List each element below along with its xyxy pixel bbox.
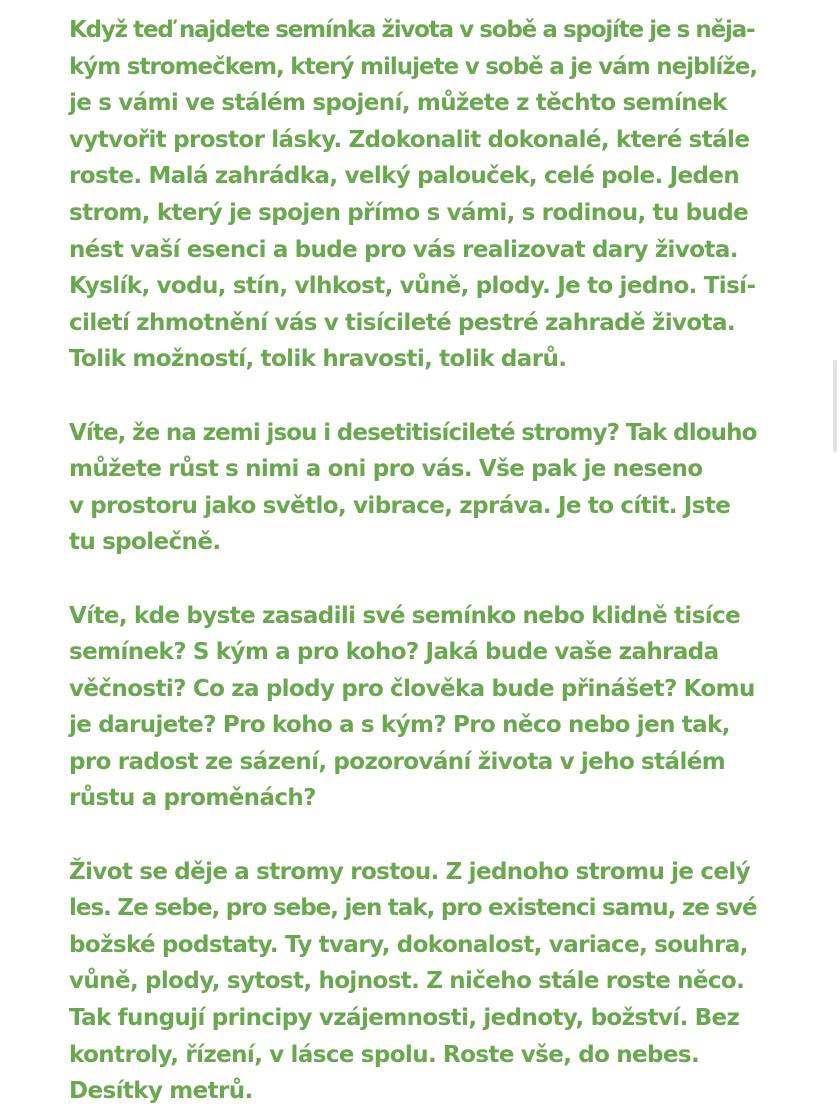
paragraph	[69, 598, 759, 818]
text-line: ciletí zhmotnění vás v tisícileté pestré zahradě života.	[69, 309, 736, 336]
text-line: Když teď najdete semínka života v sobě a spojíte je s něja-	[69, 17, 755, 43]
text-line: tu společně.	[69, 529, 221, 556]
text-line: strom, který je spojen přímo s vámi, s rodinou, tu bude	[69, 199, 749, 226]
text-line: roste. Malá zahrádka, velký palouček, celé pole. Jeden	[69, 163, 740, 190]
article-text	[69, 12, 759, 1110]
scrollbar[interactable]	[833, 360, 837, 452]
text-line: můžete růst s nimi a oni pro vás. Vše pak je neseno	[69, 456, 703, 483]
text-line: kontroly, řízení, v lásce spolu. Roste vše, do nebes.	[69, 1041, 700, 1068]
paragraph	[69, 12, 759, 378]
text-line: Život se děje a stromy rostou. Z jednoho stromu je celý	[69, 858, 751, 885]
text-line: je darujete? Pro koho a s kým? Pro něco nebo jen tak,	[69, 712, 730, 739]
text-line: růstu a proměnách?	[69, 785, 316, 812]
text-line: Desítky metrů.	[69, 1078, 253, 1105]
text-line: vytvořit prostor lásky. Zdokonalit dokonalé, které stále	[69, 126, 750, 153]
text-line: v prostoru jako světlo, vibrace, zpráva. Je to cítit. Jste	[69, 492, 731, 519]
paragraph	[69, 854, 759, 1110]
text-line: semínek? S kým a pro koho? Jaká bude vaše zahrada	[69, 639, 719, 666]
text-line: kým stromečkem, který milujete v sobě a je vám nejblíže,	[69, 53, 758, 80]
text-line: božské podstaty. Ty tvary, dokonalost, variace, souhra,	[69, 931, 748, 958]
text-line: Tak fungují principy vzájemnosti, jednoty, božství. Bez	[69, 1005, 740, 1032]
text-line: Víte, že na zemi jsou i desetitisícileté stromy? Tak dlouho	[69, 419, 757, 446]
paragraph	[69, 415, 759, 561]
text-line: vůně, plody, sytost, hojnost. Z ničeho stále roste něco.	[69, 968, 745, 995]
text-line: pro radost ze sázení, pozorování života v jeho stálém	[69, 748, 726, 775]
text-line: nést vaší esenci a bude pro vás realizovat dary života.	[69, 236, 738, 263]
text-line: věčnosti? Co za plody pro člověka bude přinášet? Komu	[69, 675, 755, 702]
text-line: les. Ze sebe, pro sebe, jen tak, pro existenci samu, ze své	[69, 895, 757, 922]
text-line: Víte, kde byste zasadili své semínko nebo klidně tisíce	[69, 602, 741, 629]
text-line: Kyslík, vodu, stín, vlhkost, vůně, plody. Je to jedno. Tisí-	[69, 273, 756, 300]
text-line: Tolik možností, tolik hravosti, tolik darů.	[69, 346, 567, 373]
text-line: je s vámi ve stálém spojení, můžete z těchto semínek	[69, 90, 727, 117]
